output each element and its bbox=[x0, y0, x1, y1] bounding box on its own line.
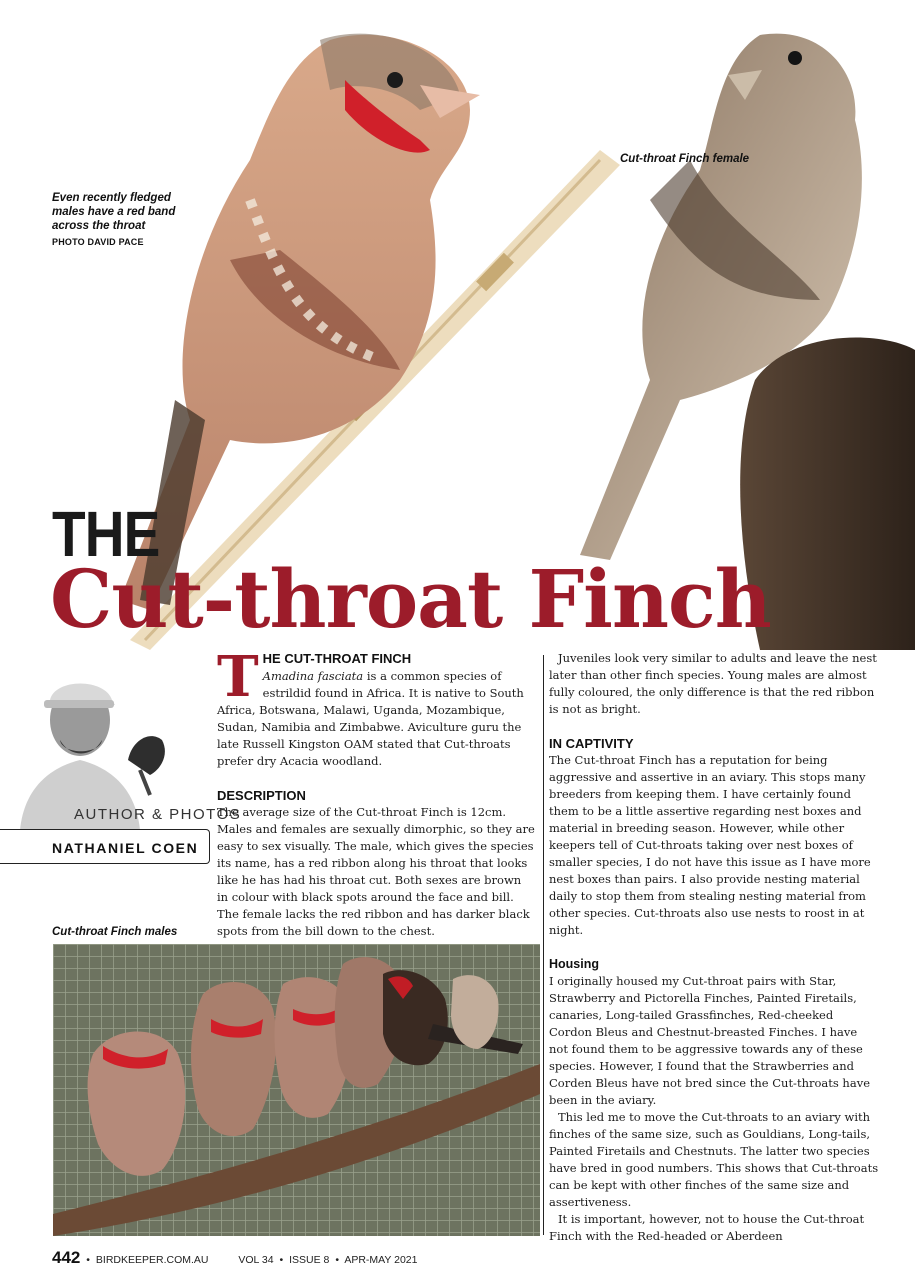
page-title: Cut-throat Finch bbox=[50, 552, 771, 646]
volume: VOL 34 bbox=[238, 1254, 274, 1266]
description-text: The average size of the Cut-throat Finch is 12cm. Males and females are sexually dimorphic, so they are easy to sex visually. The male, which gives the species its name, has a red ribbon along his throat that looks like he has had his throat cut. Both sexes are brown in colour with black spots around the face and bill. The female lacks the red ribbon and has darker black spots from the bill down to the chest. bbox=[217, 805, 535, 938]
article-column-2 bbox=[549, 650, 879, 1245]
author-role: AUTHOR & PHOTOS bbox=[74, 806, 242, 823]
housing-heading: Housing bbox=[549, 957, 599, 971]
column-divider bbox=[543, 655, 544, 1235]
caption-line: across the throat bbox=[52, 220, 146, 232]
bullet: • bbox=[279, 1254, 284, 1266]
bullet: • bbox=[86, 1254, 90, 1266]
page-number: 442 bbox=[52, 1248, 81, 1267]
lead-heading: HE CUT-THROAT FINCH bbox=[262, 651, 412, 666]
drop-cap: T bbox=[217, 644, 259, 710]
housing-text-1: I originally housed my Cut-throat pairs with Star, Strawberry and Pictorella Finches, Painted Firetails, canaries, Long-tailed Grassfinches, Red-cheeked Cordon Bleus and Chestnut-breasted Finches. I have not found them to be aggressive towards any of these species. However, I found that the Strawberries and Corden Bleus have not bred since the Cut-throats have been in the aviary. bbox=[549, 974, 870, 1107]
housing-text-3: It is important, however, not to house the Cut-throat Finch with the Red-headed or Aberdeen bbox=[549, 1212, 865, 1243]
footer bbox=[52, 1248, 418, 1268]
hero-caption-left bbox=[52, 191, 175, 233]
hero-caption-right: Cut-throat Finch female bbox=[620, 153, 750, 165]
male-finch-photo bbox=[120, 34, 480, 610]
issue: ISSUE 8 bbox=[289, 1254, 330, 1266]
caption-line: males have a red band bbox=[52, 206, 176, 218]
males-photo bbox=[53, 944, 540, 1236]
bullet: • bbox=[335, 1254, 339, 1266]
captivity-heading: IN CAPTIVITY bbox=[549, 736, 634, 751]
title-the: THE bbox=[52, 498, 160, 570]
captivity-text: The Cut-throat Finch has a reputation for being aggressive and assertive in an aviary. This stops many breeders from keeping them. I have certainly found them to be a little assertive regarding nest boxes and material in breeding season. However, while other keepers tell of Cut-throats taking over nest boxes of smaller species, I do not have this issue as I have more nest boxes than pairs. I also provide nesting material daily to stop them from stealing nesting material from other species. Cut-throats also use nests to roost in at night. bbox=[549, 753, 871, 937]
description-heading: DESCRIPTION bbox=[217, 788, 306, 803]
article-column-1 bbox=[217, 644, 535, 940]
intro-text: is a common species of estrildid found in Africa. It is native to South Africa, Botswana, Malawi, Uganda, Mozambique, Sudan, Namibia and Zimbabwe. Aviculture guru the late Russell Kingston OAM stated that Cut-throats prefer dry Acacia woodland. bbox=[217, 669, 524, 768]
species-name: Amadina fasciata bbox=[262, 669, 364, 683]
site-name: BIRDKEEPER.COM.AU bbox=[95, 1254, 209, 1266]
juveniles-text: Juveniles look very similar to adults and leave the nest later than other finch species. Young males are almost fully coloured, the only difference is that the red ribbon is not as bright. bbox=[549, 651, 877, 716]
author-photo bbox=[0, 660, 215, 830]
issue-date: APR-MAY 2021 bbox=[344, 1254, 418, 1266]
housing-text-2: This led me to move the Cut-throats to an aviary with finches of the same size, such as Gouldians, Long-tails, Painted Firetails and Chestnuts. The latter two species have bred in good numbers. This shows that Cut-throats can be kept with other finches of the same size and assertiveness. bbox=[549, 1110, 879, 1209]
caption-line: Even recently fledged bbox=[52, 192, 171, 204]
photo-credit: PHOTO DAVID PACE bbox=[52, 237, 144, 247]
males-caption: Cut-throat Finch males bbox=[52, 926, 178, 938]
author-name: NATHANIEL COEN bbox=[52, 840, 199, 856]
